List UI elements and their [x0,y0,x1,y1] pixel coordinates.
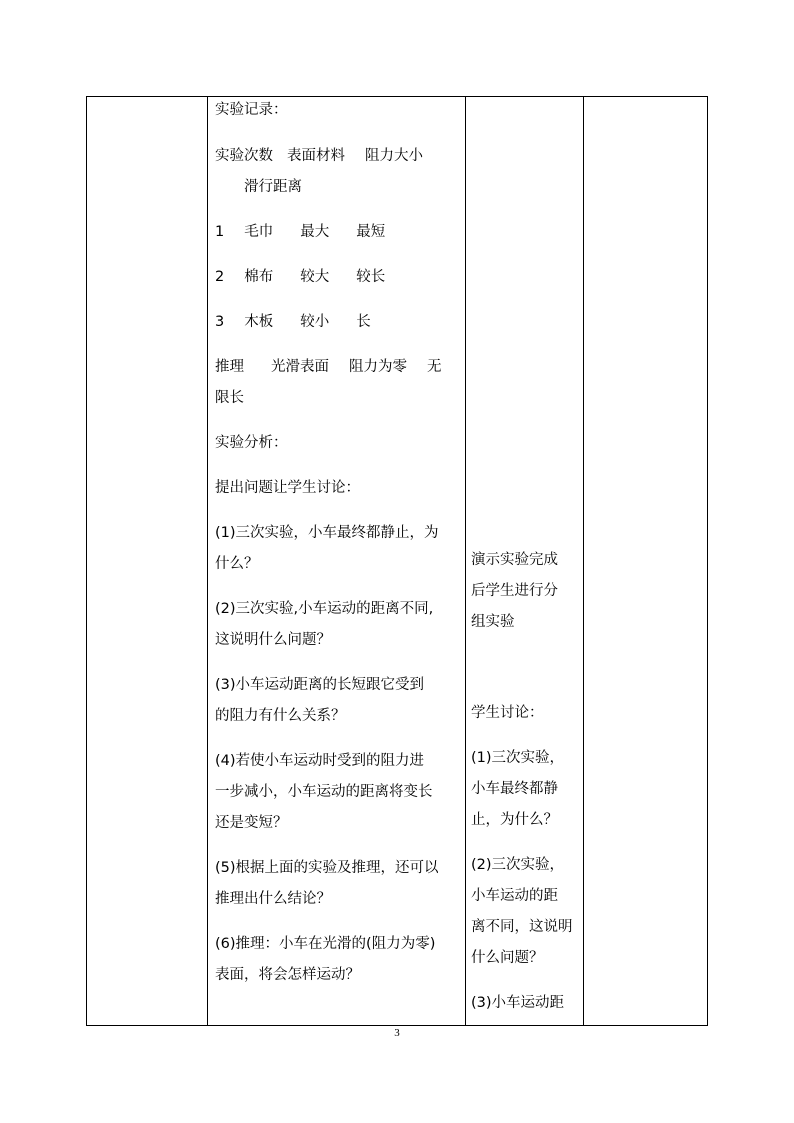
inference-distance-cont: 限长 [215,390,244,406]
question-2-line-1: (2)三次实验,小车运动的距离不同, [215,601,434,617]
inference-label: 推理 [215,359,244,375]
student-discussion-title: 学生讨论： [471,705,544,721]
question-3-line-1: (3)小车运动距离的长短跟它受到 [215,677,425,693]
student-q1-line-2: 小车最终都静 [471,781,558,797]
header-material: 表面材料 [287,148,345,164]
demo-line-1: 演示实验完成 [471,552,558,568]
student-q2-line-2: 小车运动的距 [471,888,558,904]
discussion-prompt: 提出问题让学生讨论： [215,480,360,496]
record-title: 实验记录： [215,102,288,118]
question-6-line-2: 表面，将会怎样运动？ [215,967,360,983]
table-column-4 [584,97,709,1025]
row-1-distance: 最短 [356,224,386,240]
question-1-line-2: 什么？ [215,556,259,572]
student-q2-line-3: 离不同，这说明 [471,919,573,935]
row-2-trial: 2 [215,269,225,285]
student-q3-line-1: (3)小车运动距 [471,995,565,1011]
page-number: 3 [394,1027,400,1039]
question-5-line-1: (5)根据上面的实验及推理，还可以 [215,860,439,876]
row-3-trial: 3 [215,314,225,330]
inference-row [215,352,442,383]
student-q2-line-1: (2)三次实验， [471,857,565,873]
question-2-line-2: 这说明什么问题？ [215,632,331,648]
row-3-material: 木板 [244,314,274,330]
record-row-1 [215,217,385,248]
question-1-line-1: (1)三次实验，小车最终都静止，为 [215,525,439,541]
demo-line-2: 后学生进行分 [471,583,558,599]
lesson-table [86,96,708,1026]
question-5-line-2: 推理出什么结论？ [215,891,331,907]
inference-distance: 无 [427,359,442,375]
row-1-material: 毛巾 [244,224,274,240]
question-4-line-3: 还是变短？ [215,815,288,831]
header-resistance: 阻力大小 [365,148,423,164]
inference-surface: 光滑表面 [271,359,329,375]
question-4-line-1: (4)若使小车运动时受到的阻力进 [215,753,425,769]
table-column-1 [87,97,208,1025]
record-header-row [215,141,423,172]
student-q1-line-3: 止，为什么？ [471,812,558,828]
row-2-resistance: 较大 [300,269,330,285]
row-2-distance: 较长 [356,269,386,285]
row-2-material: 棉布 [244,269,274,285]
row-1-trial: 1 [215,224,225,240]
row-1-resistance: 最大 [300,224,330,240]
header-distance: 滑行距离 [244,179,302,195]
demo-line-3: 组实验 [471,614,515,630]
question-3-line-2: 的阻力有什么关系？ [215,708,346,724]
inference-resistance: 阻力为零 [349,359,407,375]
analysis-title: 实验分析： [215,435,288,451]
record-row-2 [215,262,385,293]
question-4-line-2: 一步减小，小车运动的距离将变长 [215,784,433,800]
header-trial: 实验次数 [215,148,273,164]
record-row-3 [215,307,371,338]
student-q2-line-4: 什么问题？ [471,950,544,966]
row-3-resistance: 较小 [300,314,330,330]
question-6-line-1: (6)推理：小车在光滑的(阻力为零) [215,936,436,952]
row-3-distance: 长 [356,314,371,330]
student-q1-line-1: (1)三次实验， [471,750,565,766]
